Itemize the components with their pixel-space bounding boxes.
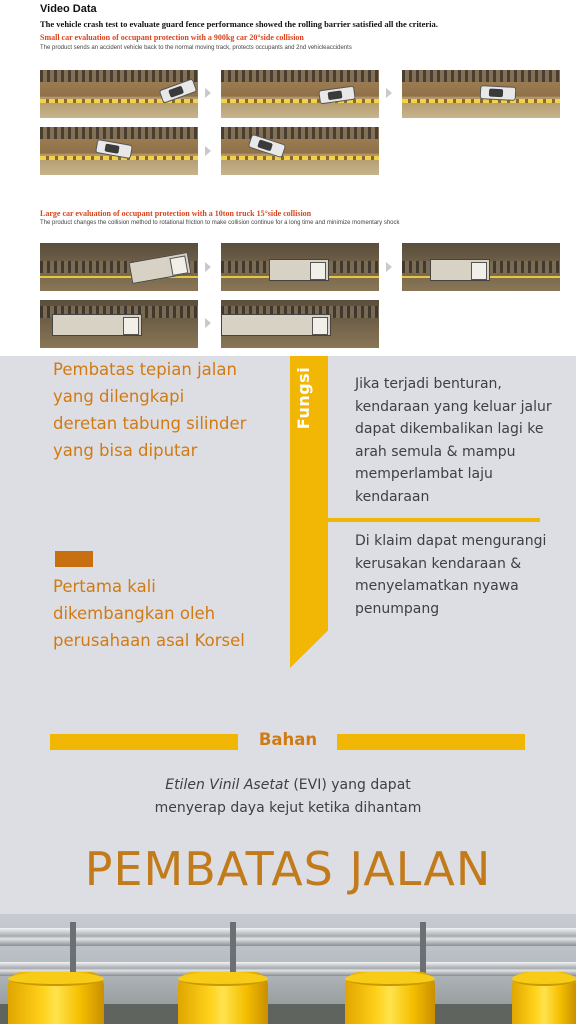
guard-rail-upper	[0, 928, 576, 946]
divider-line	[328, 518, 540, 522]
video-data-section	[0, 0, 576, 356]
yellow-roller-icon	[345, 972, 435, 1024]
arrow-right-icon	[205, 88, 211, 98]
yellow-roller-icon	[8, 972, 104, 1024]
small-car-frame-3[interactable]	[402, 70, 560, 118]
infographic	[0, 356, 576, 1024]
arrow-right-icon	[205, 318, 211, 328]
large-car-heading: Large car evaluation of occupant protection with a 10ton truck 15°side collision	[40, 209, 312, 218]
rolling-barrier-photo	[0, 914, 576, 1024]
origin-text: Pertama kali dikembangkan oleh perusahaan asal Korsel	[53, 577, 245, 650]
large-truck-frame-4[interactable]	[40, 300, 198, 348]
video-data-subtitle: The vehicle crash test to evaluate guard fence performance showed the rolling barrier satisfied all the criteria.	[40, 19, 438, 29]
small-car-frame-2[interactable]	[221, 70, 379, 118]
yellow-roller-icon	[178, 972, 268, 1024]
large-truck-frame-2[interactable]	[221, 243, 379, 291]
material-line-2: menyerap daya kejut ketika dihantam	[154, 800, 422, 816]
function-text-2: Di klaim dapat mengurangi kerusakan kendaraan & menyelamatkan nyawa penumpang	[355, 533, 547, 617]
small-car-heading: Small car evaluation of occupant protection with a 900kg car 20°side collision	[40, 33, 304, 42]
large-truck-frame-5[interactable]	[221, 300, 379, 348]
small-car-frame-1[interactable]	[40, 70, 198, 118]
yellow-roller-icon	[512, 972, 576, 1024]
large-car-description: The product changes the collision method to rotational friction to make collision continue for a long time and minimize momentary shock	[40, 220, 400, 226]
large-truck-frame-3[interactable]	[402, 243, 560, 291]
bahan-bar-right	[337, 734, 525, 750]
orange-accent-bar	[55, 551, 93, 567]
arrow-right-icon	[205, 262, 211, 272]
small-car-frame-5[interactable]	[221, 127, 379, 175]
material-line-1	[60, 774, 516, 797]
arrow-right-icon	[386, 88, 392, 98]
material-text	[60, 774, 516, 820]
material-suffix: (EVI) yang dapat	[288, 777, 411, 793]
bahan-bar-left	[50, 734, 238, 750]
page-title: PEMBATAS JALAN	[84, 842, 492, 896]
arrow-right-icon	[386, 262, 392, 272]
material-name: Etilen Vinil Asetat	[165, 777, 289, 793]
fungsi-label: Fungsi	[294, 366, 313, 430]
function-text-1: Jika terjadi benturan, kendaraan yang keluar jalur dapat dikembalikan lagi ke arah semula & mampu memperlambat laju kendaraan	[355, 376, 552, 505]
small-car-description: The product sends an accident vehicle back to the normal moving track, protects occupants and 2nd vehicleaccidents	[40, 45, 352, 51]
description-text: Pembatas tepian jalan yang dilengkapi deretan tabung silinder yang bisa diputar	[53, 360, 247, 460]
small-car-frame-4[interactable]	[40, 127, 198, 175]
large-truck-frame-1[interactable]	[40, 243, 198, 291]
video-data-title: Video Data	[40, 3, 97, 15]
arrow-right-icon	[205, 146, 211, 156]
bahan-label: Bahan	[258, 730, 318, 749]
